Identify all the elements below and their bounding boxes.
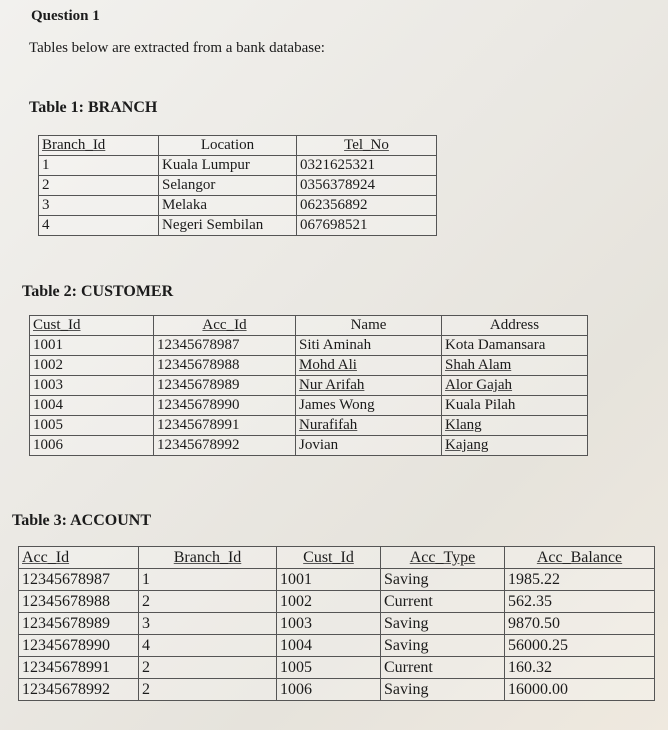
table-row (19, 657, 655, 679)
table-cell: Current (381, 657, 505, 679)
table-cell: 12345678987 (154, 336, 296, 356)
table-row (30, 436, 588, 456)
table-row (19, 569, 655, 591)
table-cell: 2 (139, 679, 277, 701)
table-row (19, 591, 655, 613)
table-cell: Saving (381, 613, 505, 635)
table-cell: 56000.25 (505, 635, 655, 657)
table-cell: 2 (139, 591, 277, 613)
table-cell: 2 (139, 657, 277, 679)
table-cell: 1003 (30, 376, 154, 396)
table-cell: Saving (381, 635, 505, 657)
table-cell: Alor Gajah (442, 376, 588, 396)
table-cell: James Wong (296, 396, 442, 416)
table-header-row (30, 316, 588, 336)
table-cell: Saving (381, 569, 505, 591)
table-cell: 12345678989 (154, 376, 296, 396)
table-row (39, 156, 437, 176)
column-header: Location (159, 136, 297, 156)
table-header-row (39, 136, 437, 156)
table-header-row (19, 547, 655, 569)
branch-table (38, 135, 437, 236)
table-cell: 4 (139, 635, 277, 657)
table-cell: 1001 (277, 569, 381, 591)
table-cell: Nur Arifah (296, 376, 442, 396)
table-cell: 062356892 (297, 196, 437, 216)
table-cell: Mohd Ali (296, 356, 442, 376)
table-row (19, 679, 655, 701)
table-cell: Selangor (159, 176, 297, 196)
table-cell: 0356378924 (297, 176, 437, 196)
table-cell: 9870.50 (505, 613, 655, 635)
table-cell: 1004 (277, 635, 381, 657)
table-row (39, 196, 437, 216)
table-cell: 12345678988 (19, 591, 139, 613)
column-header: Acc_Id (19, 547, 139, 569)
table-cell: 1001 (30, 336, 154, 356)
table-cell: 12345678990 (154, 396, 296, 416)
table-row (39, 176, 437, 196)
column-header: Acc_Balance (505, 547, 655, 569)
table-cell: 2 (39, 176, 159, 196)
table-cell: 12345678988 (154, 356, 296, 376)
table-cell: 12345678990 (19, 635, 139, 657)
column-header: Acc_Type (381, 547, 505, 569)
table-cell: Kuala Pilah (442, 396, 588, 416)
table-cell: Kuala Lumpur (159, 156, 297, 176)
table-row (30, 416, 588, 436)
table-cell: 1 (39, 156, 159, 176)
table-cell: 1005 (277, 657, 381, 679)
table-cell: 1985.22 (505, 569, 655, 591)
account-table-title: Table 3: ACCOUNT (12, 512, 151, 529)
table-cell: 12345678992 (154, 436, 296, 456)
table-cell: Shah Alam (442, 356, 588, 376)
table-cell: Negeri Sembilan (159, 216, 297, 236)
table-cell: Kota Damansara (442, 336, 588, 356)
table-cell: 1002 (30, 356, 154, 376)
table-row (39, 216, 437, 236)
table-cell: Klang (442, 416, 588, 436)
table-cell: 1002 (277, 591, 381, 613)
column-header: Branch_Id (139, 547, 277, 569)
table-cell: 12345678991 (19, 657, 139, 679)
table-cell: 12345678989 (19, 613, 139, 635)
table-cell: 562.35 (505, 591, 655, 613)
table-cell: Jovian (296, 436, 442, 456)
column-header: Cust_Id (277, 547, 381, 569)
table-cell: 12345678991 (154, 416, 296, 436)
table-cell: 1003 (277, 613, 381, 635)
table-cell: 12345678992 (19, 679, 139, 701)
customer-table (29, 315, 588, 456)
customer-table-title: Table 2: CUSTOMER (22, 283, 174, 300)
table-cell: 160.32 (505, 657, 655, 679)
table-cell: Kajang (442, 436, 588, 456)
column-header: Cust_Id (30, 316, 154, 336)
column-header: Name (296, 316, 442, 336)
table-cell: 0321625321 (297, 156, 437, 176)
table-cell: 3 (139, 613, 277, 635)
question-title: Question 1 (31, 8, 100, 24)
table-row (30, 396, 588, 416)
question-intro: Tables below are extracted from a bank database: (29, 40, 325, 56)
column-header: Branch_Id (39, 136, 159, 156)
column-header: Address (442, 316, 588, 336)
table-cell: 4 (39, 216, 159, 236)
table-cell: 1004 (30, 396, 154, 416)
table-row (19, 635, 655, 657)
column-header: Tel_No (297, 136, 437, 156)
table-cell: 067698521 (297, 216, 437, 236)
table-cell: Current (381, 591, 505, 613)
table-cell: 1006 (277, 679, 381, 701)
table-cell: 1005 (30, 416, 154, 436)
column-header: Acc_Id (154, 316, 296, 336)
table-row (30, 356, 588, 376)
branch-table-title: Table 1: BRANCH (29, 99, 158, 116)
table-cell: Saving (381, 679, 505, 701)
table-cell: 12345678987 (19, 569, 139, 591)
table-cell: Nurafifah (296, 416, 442, 436)
table-cell: 16000.00 (505, 679, 655, 701)
table-cell: Melaka (159, 196, 297, 216)
table-cell: 3 (39, 196, 159, 216)
table-row (30, 376, 588, 396)
table-row (19, 613, 655, 635)
table-cell: 1006 (30, 436, 154, 456)
table-cell: 1 (139, 569, 277, 591)
account-table (18, 546, 655, 701)
table-row (30, 336, 588, 356)
table-cell: Siti Aminah (296, 336, 442, 356)
